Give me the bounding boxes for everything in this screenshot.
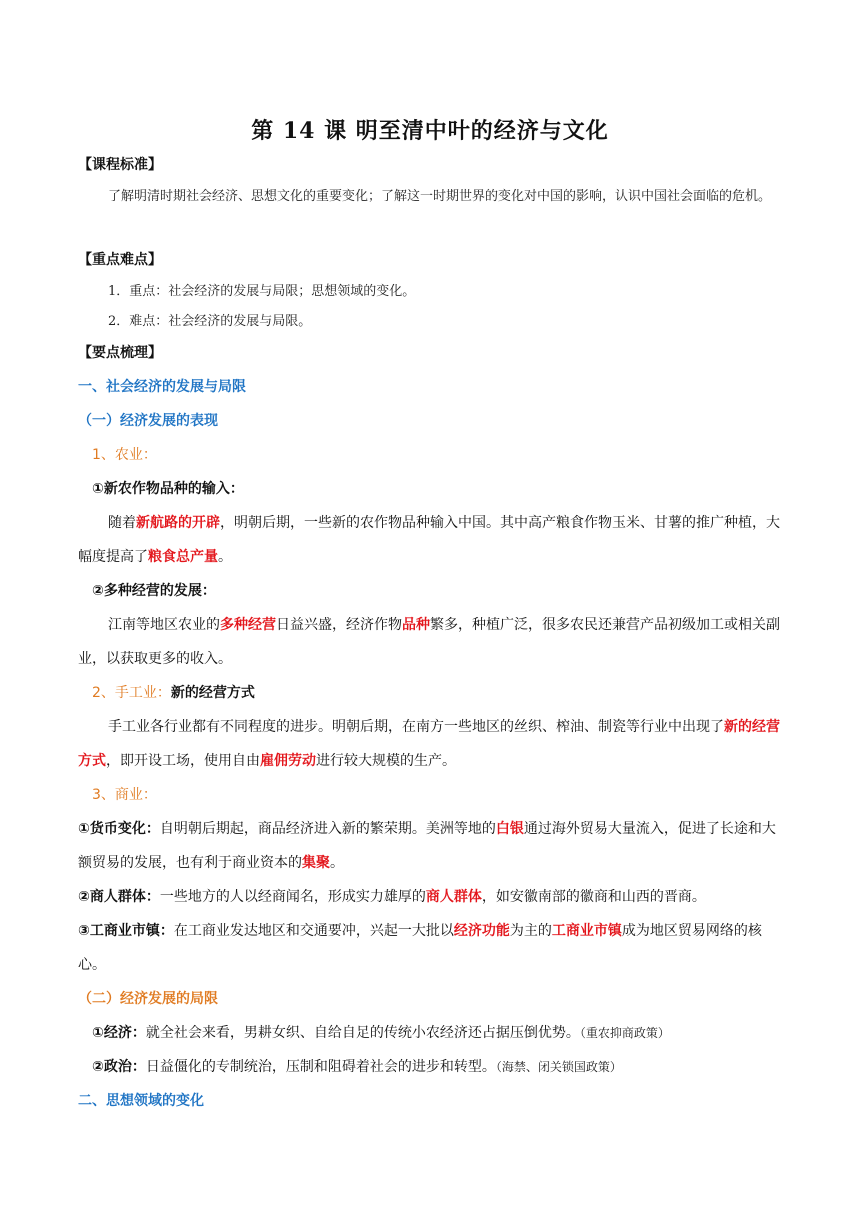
limit-p2 xyxy=(78,1050,784,1084)
section1-title: 一、社会经济的发展与局限 xyxy=(78,379,246,395)
text-span: 手工业各行业都有不同程度的进步。明朝后期，在南方一些地区的丝织、榨油、制瓷等行业中出现了 xyxy=(108,719,724,735)
text-span: 随着 xyxy=(108,515,136,531)
agriculture-p1 xyxy=(78,506,784,574)
handicraft-title-line xyxy=(78,676,784,710)
handicraft-text xyxy=(78,710,784,778)
highlight-term: 商人群体 xyxy=(425,889,482,905)
text-span: 江南等地区农业的 xyxy=(108,617,220,633)
page-title: 第 14 课 明至清中叶的经济与文化 xyxy=(251,118,609,144)
text-span: 一些地方的人以经商闻名，形成实力雄厚的 xyxy=(159,889,426,905)
handicraft-title: 2、手工业： xyxy=(92,685,171,701)
highlight-term: 新的经营方式 xyxy=(78,719,780,769)
agriculture-title: 1、农业： xyxy=(92,447,157,463)
course-standard-text: 了解明清时期社会经济、思想文化的重要变化；了解这一时期世界的变化对中国的影响，认识中国社会面临的危机。 xyxy=(108,189,772,204)
course-standard-section xyxy=(78,148,784,212)
outline-section xyxy=(78,336,784,1118)
text-span: 在工商业发达地区和交通要冲，兴起一大批以 xyxy=(173,923,454,939)
course-standard-heading: 【课程标准】 xyxy=(78,157,162,173)
key-point-1: 1．重点：社会经济的发展与局限；思想领域的变化。 xyxy=(108,284,416,299)
limit-p1 xyxy=(78,1016,784,1050)
text-span: ，即开设工场，使用自由 xyxy=(106,753,260,769)
sub2-title: （二）经济发展的局限 xyxy=(78,991,218,1007)
limit-p1-label: ①经济： xyxy=(92,1025,146,1041)
text-span: ，明朝后期，一些新的农作物品种输入中国。其中高产粮食作物玉米、甘薯的推广种植，大幅度提高了 xyxy=(78,515,780,565)
text-span: 自明朝后期起，商品经济进入新的繁荣期。美洲等地的 xyxy=(159,821,496,837)
highlight-term: 雇佣劳动 xyxy=(260,753,316,769)
sub1-title: （一）经济发展的表现 xyxy=(78,413,218,429)
text-span: 。 xyxy=(218,549,232,565)
text-span: 日益兴盛，经济作物 xyxy=(276,617,402,633)
text-span: 成为地区贸易网络的核心。 xyxy=(78,923,762,973)
highlight-term: 多种经营 xyxy=(220,617,276,633)
text-span: 日益僵化的专制统治，压制和阻碍着社会的进步和转型。 xyxy=(145,1059,496,1075)
section2-title: 二、思想领域的变化 xyxy=(78,1093,204,1109)
highlight-term: 经济功能 xyxy=(453,923,510,939)
limit-p1-note: （重农抑商政策） xyxy=(579,1026,670,1040)
highlight-term: 品种 xyxy=(402,617,430,633)
highlight-term: 工商业市镇 xyxy=(551,923,622,939)
highlight-term: 集聚 xyxy=(302,855,330,871)
key-point-2: 2．难点：社会经济的发展与局限。 xyxy=(108,314,312,329)
limit-p2-note: （海禁、闭关锁国政策） xyxy=(495,1060,622,1074)
agriculture-p2-title: ②多种经营的发展： xyxy=(92,583,216,599)
commerce-p2-label: ②商人群体： xyxy=(78,889,160,905)
agriculture-p2 xyxy=(78,608,784,676)
key-points-section xyxy=(78,243,784,337)
text-span: ，如安徽南部的徽商和山西的晋商。 xyxy=(481,889,706,905)
text-span: 为主的 xyxy=(509,923,552,939)
text-span: 通过海外贸易大量流入，促进了长途和大额贸易的发展，也有利于商业资本的 xyxy=(78,821,776,871)
commerce-p3-label: ③工商业市镇： xyxy=(78,923,174,939)
text-span: 进行较大规模的生产。 xyxy=(316,753,456,769)
commerce-p1-label: ①货币变化： xyxy=(78,821,160,837)
key-points-heading: 【重点难点】 xyxy=(78,252,162,268)
agriculture-p1-title: ①新农作物品种的输入： xyxy=(92,481,244,497)
text-span: 就全社会来看，男耕女织、自给自足的传统小农经济还占据压倒优势。 xyxy=(145,1025,580,1041)
commerce-p1 xyxy=(78,812,784,880)
text-span: 繁多，种植广泛，很多农民还兼营产品初级加工或相关副业，以获取更多的收入。 xyxy=(78,617,780,667)
text-span: 。 xyxy=(330,855,344,871)
commerce-p3 xyxy=(78,914,784,982)
highlight-term: 白银 xyxy=(495,821,524,837)
highlight-term: 新航路的开辟 xyxy=(136,515,220,531)
outline-heading: 【要点梳理】 xyxy=(78,345,162,361)
commerce-title: 3、商业： xyxy=(92,787,157,803)
handicraft-subtitle: 新的经营方式 xyxy=(170,685,255,701)
highlight-term: 粮食总产量 xyxy=(148,549,218,565)
commerce-p2 xyxy=(78,880,784,914)
limit-p2-label: ②政治： xyxy=(92,1059,146,1075)
